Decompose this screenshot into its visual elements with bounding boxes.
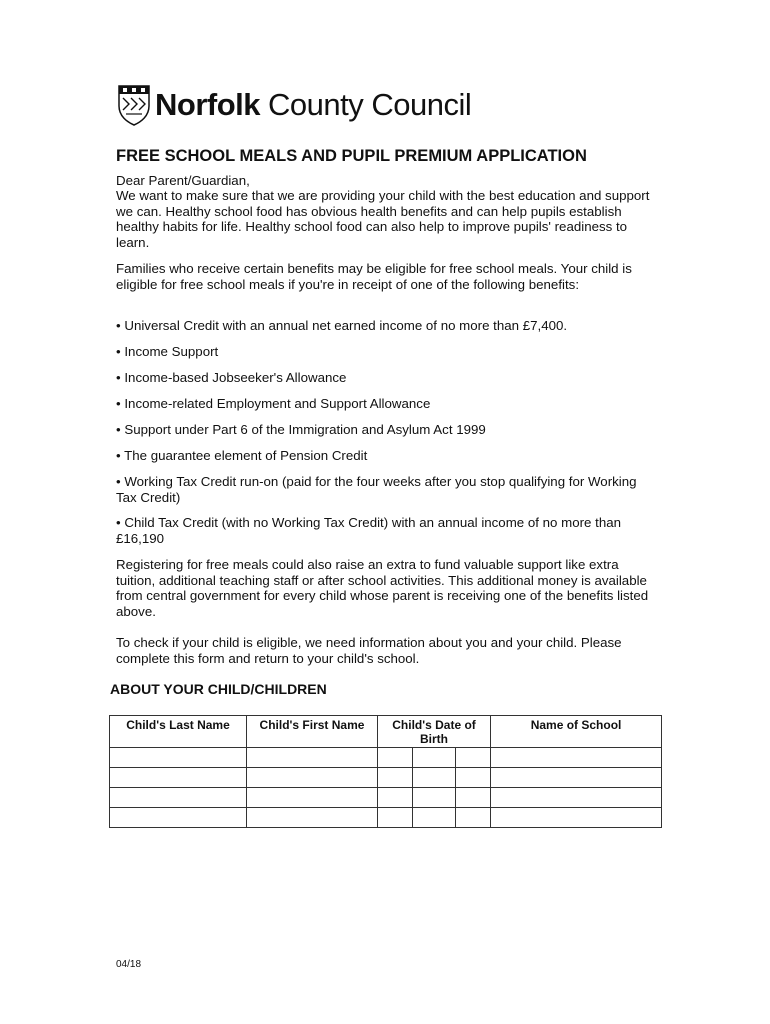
eligibility-paragraph: Families who receive certain benefits may be eligible for free school meals. Your child is eligible for free school meals if you're in receipt of one of the following benefits: [116, 261, 632, 292]
school-cell[interactable] [491, 808, 662, 828]
benefit-item: • Universal Credit with an annual net earned income of no more than £7,400. [116, 318, 568, 333]
benefit-item: • Income-based Jobseeker's Allowance [116, 370, 347, 385]
page-title: FREE SCHOOL MEALS AND PUPIL PREMIUM APPLICATION [116, 147, 587, 165]
dob-month-cell[interactable] [413, 788, 456, 808]
instructions-paragraph: To check if your child is eligible, we need information about you and your child. Please complete this form and return to your child's school. [116, 635, 622, 666]
first-name-cell[interactable] [247, 788, 378, 808]
dob-day-cell[interactable] [378, 748, 413, 768]
children-table [109, 715, 662, 828]
council-crest-icon [117, 84, 151, 126]
last-name-cell[interactable] [110, 808, 247, 828]
last-name-cell[interactable] [110, 748, 247, 768]
benefit-item: • The guarantee element of Pension Credit [116, 448, 368, 463]
form-version-footer: 04/18 [116, 959, 142, 970]
logo-wordmark-bold: Norfolk [155, 87, 260, 122]
dob-day-cell[interactable] [378, 788, 413, 808]
benefit-item: • Support under Part 6 of the Immigration and Asylum Act 1999 [116, 422, 486, 437]
funding-paragraph: Registering for free meals could also raise an extra to fund valuable support like extra tuition, additional teaching staff or after school activities. This additional money is available from central government for every child whose parent is receiving one of the benefits listed above. [116, 557, 649, 619]
dob-year-cell[interactable] [456, 808, 491, 828]
dob-month-cell[interactable] [413, 748, 456, 768]
dob-day-cell[interactable] [378, 808, 413, 828]
table-row [110, 808, 662, 828]
last-name-cell[interactable] [110, 768, 247, 788]
dob-year-cell[interactable] [456, 748, 491, 768]
first-name-cell[interactable] [247, 808, 378, 828]
dob-month-cell[interactable] [413, 768, 456, 788]
dob-year-cell[interactable] [456, 768, 491, 788]
greeting: Dear Parent/Guardian, [116, 173, 250, 188]
dob-day-cell[interactable] [378, 768, 413, 788]
table-row [110, 768, 662, 788]
last-name-cell[interactable] [110, 788, 247, 808]
benefit-item: • Working Tax Credit run-on (paid for the four weeks after you stop qualifying for Working Tax Credit) [116, 474, 637, 505]
table-row [110, 788, 662, 808]
intro-paragraph: We want to make sure that we are providing your child with the best education and support we can. Healthy school food has obvious health benefits and can help pupils establish healthy habits for life. Healthy school food can also help to improve pupils' readiness to learn. [116, 188, 650, 250]
school-cell[interactable] [491, 748, 662, 768]
first-name-cell[interactable] [247, 748, 378, 768]
school-cell[interactable] [491, 768, 662, 788]
logo-wordmark-light: County Council [268, 87, 472, 122]
school-cell[interactable] [491, 788, 662, 808]
benefit-item: • Income Support [116, 344, 219, 359]
benefit-item: • Income-related Employment and Support Allowance [116, 396, 431, 411]
header-school: Name of School [491, 716, 662, 748]
header-first-name: Child's First Name [247, 716, 378, 748]
dob-year-cell[interactable] [456, 788, 491, 808]
first-name-cell[interactable] [247, 768, 378, 788]
table-header-row [110, 716, 662, 748]
table-row [110, 748, 662, 768]
dob-month-cell[interactable] [413, 808, 456, 828]
section-title-children: ABOUT YOUR CHILD/CHILDREN [110, 681, 327, 697]
header-last-name: Child's Last Name [110, 716, 247, 748]
header-date-of-birth: Child's Date of Birth [378, 716, 491, 748]
council-logo [117, 84, 471, 126]
benefit-item: • Child Tax Credit (with no Working Tax Credit) with an annual income of no more than £16,190 [116, 515, 622, 546]
